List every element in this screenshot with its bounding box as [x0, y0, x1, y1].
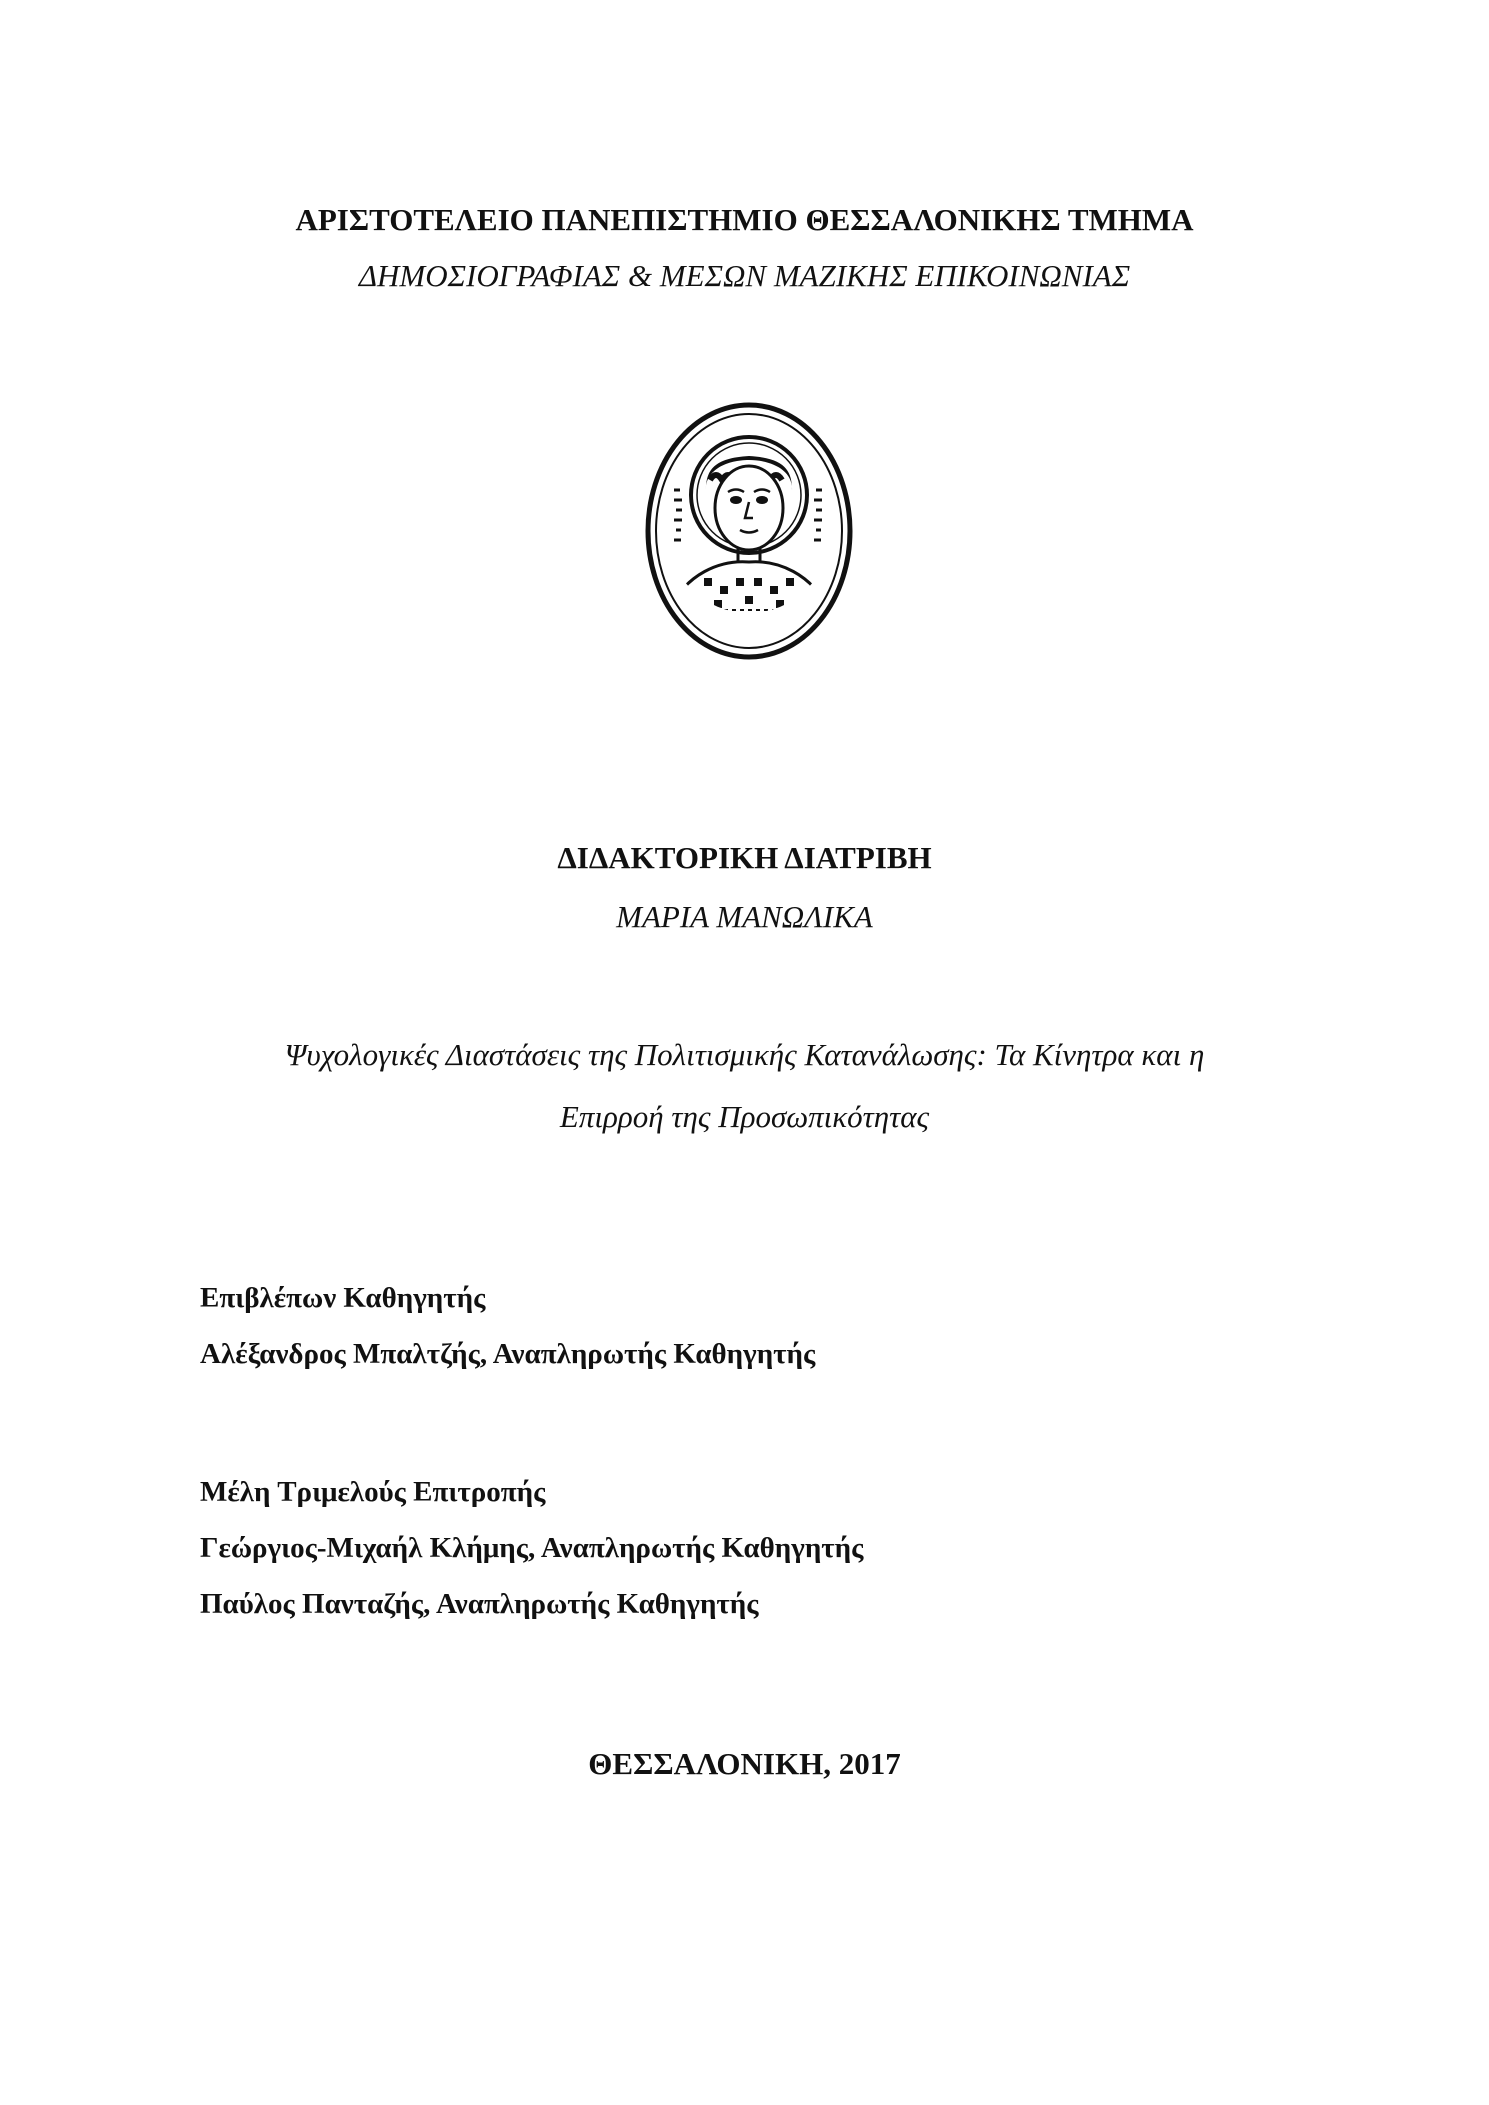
thesis-title-line-2: Επιρροή της Προσωπικότητας — [559, 1099, 930, 1134]
university-line: ΑΡΙΣΤΟΤΕΛΕΙΟ ΠΑΝΕΠΙΣΤΗΜΙΟ ΘΕΣΣΑΛΟΝΙΚΗΣ ΤΜΗΜΑ — [295, 202, 1194, 237]
author-name: ΜΑΡΙΑ ΜΑΝΩΛΙΚΑ — [616, 899, 873, 934]
committee-member: Παύλος Πανταζής, Αναπληρωτής Καθηγητής — [200, 1588, 759, 1620]
supervisor-name: Αλέξανδρος Μπαλτζής, Αναπληρωτής Καθηγητής — [200, 1338, 816, 1370]
place-date: ΘΕΣΣΑΛΟΝΙΚΗ, 2017 — [588, 1746, 901, 1781]
committee-heading: Μέλη Τριμελούς Επιτροπής — [200, 1476, 546, 1508]
committee-member: Γεώργιος-Μιχαήλ Κλήμης, Αναπληρωτής Καθηγητής — [200, 1532, 864, 1564]
university-seal-icon — [644, 400, 854, 662]
thesis-title-line-1: Ψυχολογικές Διαστάσεις της Πολιτισμικής Κατανάλωσης: Τα Κίνητρα και η — [284, 1037, 1205, 1072]
thesis-type: ΔΙΔΑΚΤΟΡΙΚΗ ΔΙΑΤΡΙΒΗ — [557, 840, 932, 875]
supervisor-heading: Επιβλέπων Καθηγητής — [200, 1282, 486, 1314]
department-line: ΔΗΜΟΣΙΟΓΡΑΦΙΑΣ & ΜΕΣΩΝ ΜΑΖΙΚΗΣ ΕΠΙΚΟΙΝΩΝΙΑΣ — [358, 258, 1131, 293]
